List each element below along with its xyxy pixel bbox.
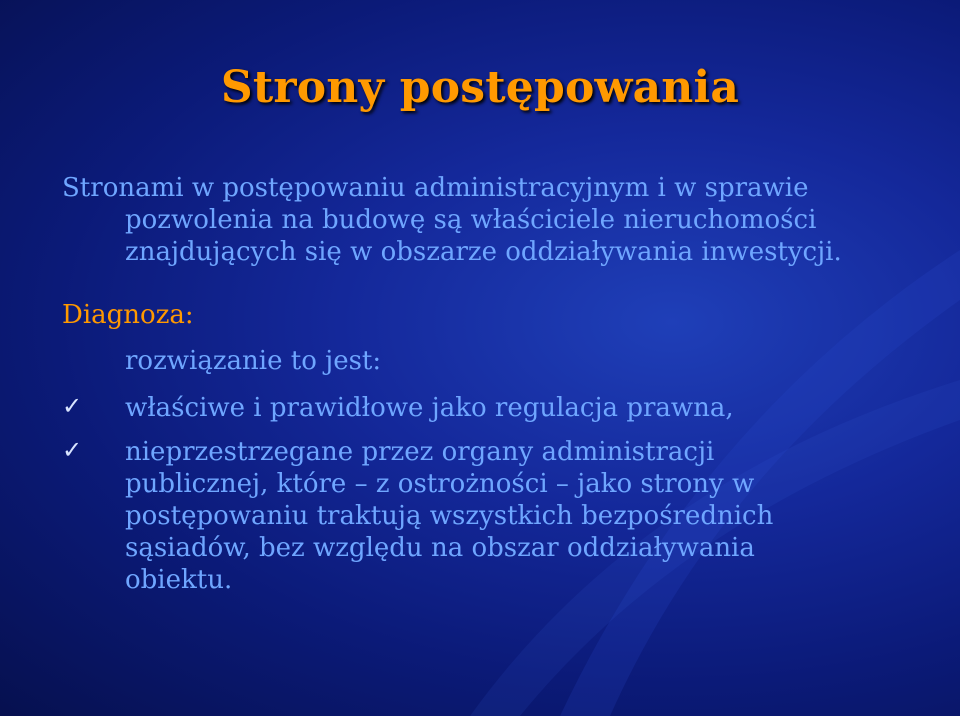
list-item-line: postępowaniu traktują wszystkich bezpośrednich [125,501,774,531]
intro-line: znajdujących się w obszarze oddziaływania inwestycji. [125,237,842,267]
answer-intro: rozwiązanie to jest: [125,346,382,376]
intro-line: Stronami w postępowaniu administracyjnym i w sprawie [62,173,809,203]
list-item-line: właściwe i prawidłowe jako regulacja prawna, [125,393,734,423]
list-item-line: sąsiadów, bez względu na obszar oddziaływania [125,533,755,563]
intro-paragraph [62,172,842,268]
list-item [125,392,734,424]
list-item-line: nieprzestrzegane przez organy administracji [125,437,715,467]
list-item [125,436,773,596]
list-item-line: obiektu. [125,565,233,595]
list-item-line: publicznej, które – z ostrożności – jako strony w [125,469,755,499]
intro-line: pozwolenia na budowę są właściciele nieruchomości [125,205,817,235]
diagnosis-label: Diagnoza: [62,300,194,330]
checkmark-icon: ✓ [62,392,83,420]
checkmark-icon: ✓ [62,436,83,464]
slide-title: Strony postępowania [220,62,740,113]
